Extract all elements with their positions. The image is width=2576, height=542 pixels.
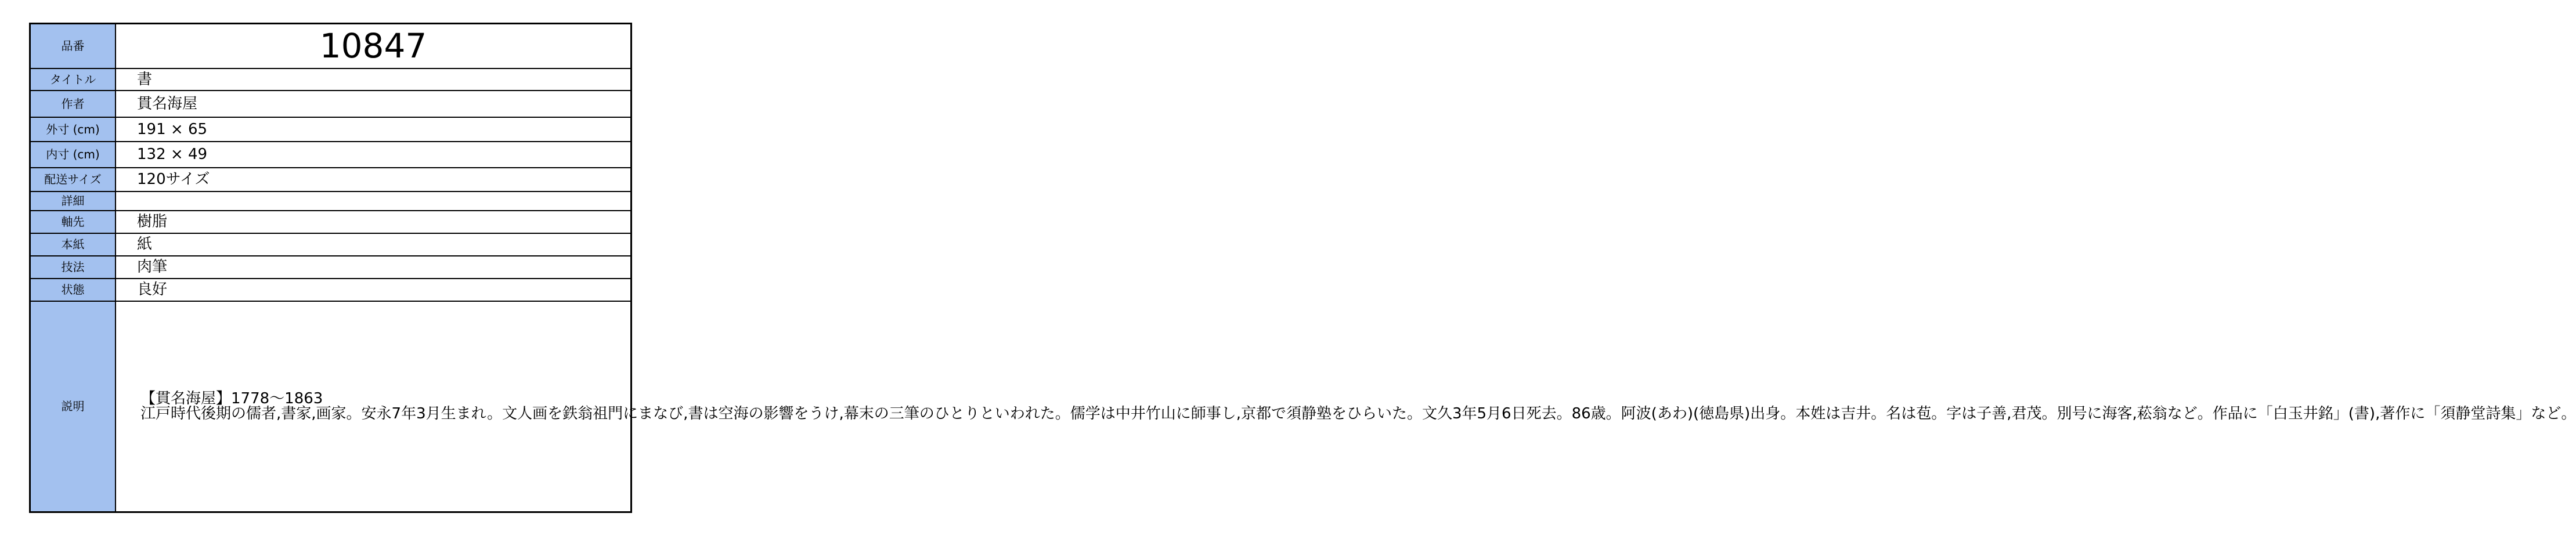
table-row-description — [30, 301, 632, 512]
table-row-roller-end — [30, 211, 632, 233]
roller-end-value-cell — [116, 211, 632, 233]
description-label: 説明 — [30, 301, 116, 512]
shipping-size-value-cell — [116, 168, 632, 191]
outer-size-label: 外寸 (cm) — [30, 117, 116, 142]
condition-value: 良好 — [137, 281, 168, 298]
table-row-title — [30, 68, 632, 91]
roller-end-value: 樹脂 — [137, 213, 168, 230]
base-material-label: 本紙 — [30, 233, 116, 256]
technique-value: 肉筆 — [137, 258, 168, 276]
description-body: 江戸時代後期の儒者,書家,画家。安永7年3月生まれ。文人画を鉄翁祖門にまなび,書は空海の影響をうけ,幕末の三筆のひとりといわれた。儒学は中井竹山に師事し,京都で須静塾をひらいた。文久3年5月6日死去。86歳。阿波(あわ)(徳島県)出身。本姓は吉井。名は苞。字は子善,君茂。別号に海客,菘翁など。作品に「白玉井銘」(書),著作に「須静堂詩集」など。 — [140, 405, 2576, 423]
table-row-author — [30, 91, 632, 117]
shipping-size-value: 120サイズ — [137, 171, 210, 188]
table-row-details — [30, 191, 632, 211]
table-row-shipping-size — [30, 168, 632, 191]
author-value: 貫名海屋 — [137, 95, 198, 113]
inner-size-value: 132 × 49 — [137, 146, 208, 163]
table-row-base-material — [30, 233, 632, 256]
shipping-size-label: 配送サイズ — [30, 168, 116, 191]
details-value-cell — [116, 191, 632, 211]
inner-size-value-cell — [116, 142, 632, 168]
base-material-value-cell — [116, 233, 632, 256]
description-cell — [116, 301, 2576, 512]
outer-size-value-cell — [116, 117, 632, 142]
details-label: 詳細 — [30, 191, 116, 211]
table-row-condition — [30, 279, 632, 301]
technique-value-cell — [116, 256, 632, 279]
inner-size-label: 内寸 (cm) — [30, 142, 116, 168]
description-heading: 【貫名海屋】1778〜1863 — [140, 390, 323, 408]
table-row-outer-size — [30, 117, 632, 142]
roller-end-label: 軸先 — [30, 211, 116, 233]
title-value-cell — [116, 68, 632, 91]
item-spec-table — [29, 23, 2576, 513]
table-row-inner-size — [30, 142, 632, 168]
table-row-technique — [30, 256, 632, 279]
base-material-value: 紙 — [137, 236, 153, 253]
technique-label: 技法 — [30, 256, 116, 279]
author-value-cell — [116, 91, 632, 117]
condition-value-cell — [116, 279, 632, 301]
title-value: 書 — [137, 70, 153, 88]
table-row-item-no — [30, 24, 632, 68]
author-label: 作者 — [30, 91, 116, 117]
outer-size-value: 191 × 65 — [137, 120, 208, 138]
item-no-label: 品番 — [30, 24, 116, 68]
item-no-value: 10847 — [116, 24, 632, 68]
title-label: タイトル — [30, 68, 116, 91]
condition-label: 状態 — [30, 279, 116, 301]
